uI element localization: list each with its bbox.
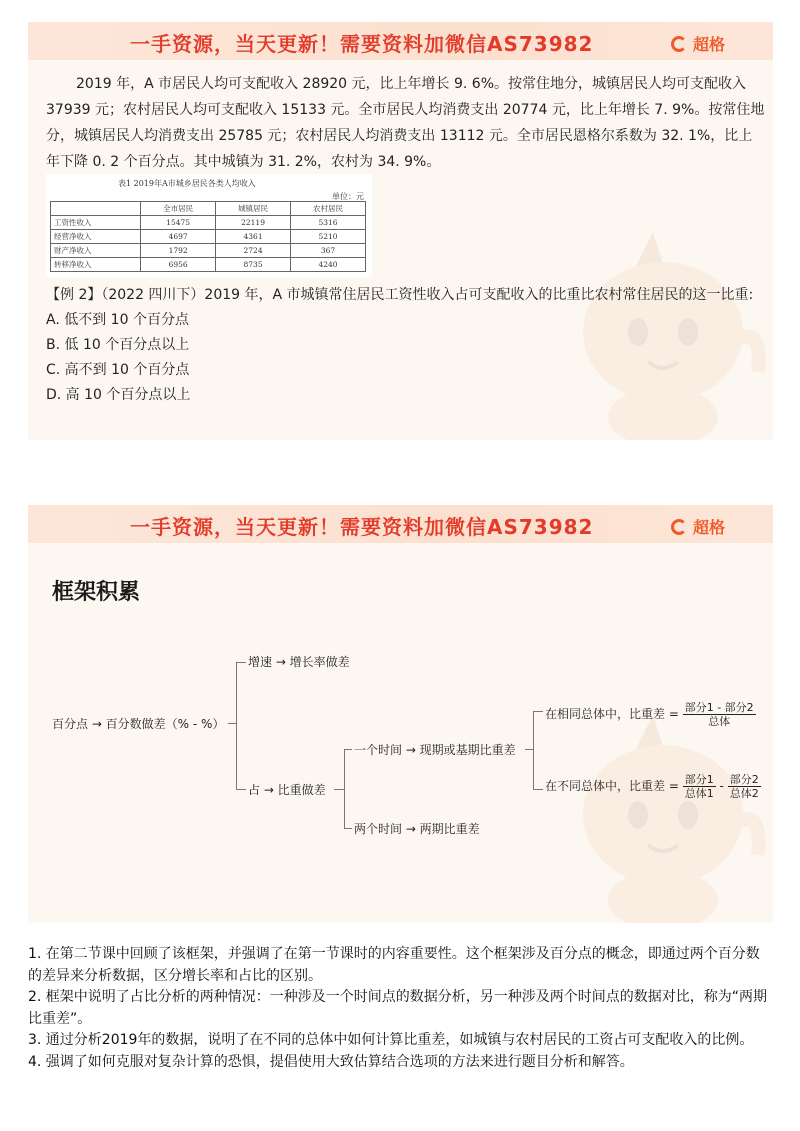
- problem-paragraph: 2019 年，A 市居民人均可支配收入 28920 元，比上年增长 9. 6%。按常住地分，城镇居民人均可支配收入 37939 元；农村居民人均可支配收入 15133 元。全市居民人均消费支出 20774 元，比上年增长 7. 9%。按常住地分，城镇居民人均消费支出 25785 元；农村居民人均消费支出 13112 元。全市居民恩格尔系数为 32. 1%，比上年下降 0. 2 个百分点。其中城镇为 31. 2%，农村为 34. 9%。: [46, 76, 765, 170]
- slide-framework: [28, 505, 773, 923]
- table-unit: 单位：元: [332, 192, 364, 201]
- connector-line: [533, 711, 543, 712]
- growth-branch-node: 增速 → 增长率做差: [248, 655, 350, 669]
- banner: [28, 22, 773, 60]
- connector-line: [236, 662, 237, 789]
- fraction-numerator: 部分1: [684, 773, 714, 786]
- fraction-numerator: 部分1 - 部分2: [684, 701, 754, 714]
- income-table: [50, 201, 366, 272]
- connector-line: [334, 789, 344, 790]
- table-cell: 财产净收入: [51, 244, 141, 258]
- note-item: 2. 框架中说明了占比分析的两种情况：一种涉及一个时间点的数据分析，另一种涉及两个时间点的数据对比，称为“两期比重差”。: [28, 989, 768, 1027]
- connector-line: [344, 749, 345, 828]
- option-b: B. 低 10 个百分点以上: [46, 337, 190, 353]
- table-header: [51, 202, 141, 216]
- share-branch-node: 占 → 比重做差: [248, 783, 326, 797]
- option-c: C. 高不到 10 个百分点: [46, 362, 190, 378]
- table-cell: 经营净收入: [51, 230, 141, 244]
- table-cell: 4697: [141, 230, 216, 244]
- fraction-denominator: 总体2: [729, 787, 759, 800]
- diff-total-fraction-1: [683, 773, 716, 800]
- logo-text: 超格: [692, 35, 725, 54]
- banner-text: 一手资源，当天更新！需要资料加微信AS73982: [130, 32, 594, 56]
- table-row: [51, 244, 366, 258]
- fraction-denominator: 总体1: [684, 787, 714, 800]
- framework-title: 框架积累: [52, 580, 141, 605]
- note-item: 1. 在第二节课中回顾了该框架，并强调了在第一节课时的内容重要性。这个框架涉及百分点的概念，即通过两个百分数的差异来分析数据，区分增长率和占比的区别。: [28, 946, 760, 984]
- connector-line: [236, 789, 246, 790]
- note-item: 4. 强调了如何克服对复杂计算的恐惧，提倡使用大致估算结合选项的方法来进行题目分析和解答。: [28, 1053, 634, 1070]
- option-a: A. 低不到 10 个百分点: [46, 312, 189, 328]
- connector-line: [228, 723, 236, 724]
- table-cell: 转移净收入: [51, 258, 141, 272]
- connector-line: [533, 711, 534, 789]
- table-cell: 15475: [141, 216, 216, 230]
- root-node: 百分点 → 百分数做差（% - %）: [52, 717, 225, 731]
- one-time-node: 一个时间 → 现期或基期比重差: [354, 743, 516, 757]
- diff-total-label: 在不同总体中，比重差 =: [545, 779, 679, 793]
- same-total-label: 在相同总体中，比重差 =: [545, 707, 679, 721]
- brand-logo: [671, 515, 725, 538]
- table-cell: 22119: [216, 216, 291, 230]
- option-d: D. 高 10 个百分点以上: [46, 387, 191, 403]
- table-cell: 6956: [141, 258, 216, 272]
- table-header: 农村居民: [291, 202, 366, 216]
- minus-sign: -: [719, 779, 724, 793]
- connector-line: [533, 789, 543, 790]
- summary-notes: [28, 944, 773, 1073]
- same-total-node: [545, 701, 756, 728]
- connector-line: [236, 662, 246, 663]
- connector-line: [344, 828, 352, 829]
- table-cell: 5210: [291, 230, 366, 244]
- table-cell: 367: [291, 244, 366, 258]
- table-cell: 4361: [216, 230, 291, 244]
- table-cell: 2724: [216, 244, 291, 258]
- brand-logo: [671, 32, 725, 55]
- table-cell: 8735: [216, 258, 291, 272]
- table-row: [51, 216, 366, 230]
- two-time-node: 两个时间 → 两期比重差: [354, 822, 480, 836]
- logo-text: 超格: [692, 518, 725, 537]
- question-block: [46, 283, 753, 408]
- same-total-fraction: [683, 701, 756, 728]
- table-cell: 工资性收入: [51, 216, 141, 230]
- mascot-watermark-icon: [558, 705, 768, 923]
- banner: [28, 505, 773, 543]
- banner-text: 一手资源，当天更新！需要资料加微信AS73982: [130, 515, 594, 539]
- table-header: 城镇居民: [216, 202, 291, 216]
- diff-total-node: [545, 773, 761, 800]
- g-logo-icon: [671, 36, 687, 52]
- table-cell: 4240: [291, 258, 366, 272]
- connector-line: [344, 749, 352, 750]
- table-row: [51, 230, 366, 244]
- table-cell: 5316: [291, 216, 366, 230]
- question-stem: 【例 2】（2022 四川下）2019 年，A 市城镇常住居民工资性收入占可支配收入的比重比农村常住居民的这一比重:: [46, 287, 754, 303]
- table-header: 全市居民: [141, 202, 216, 216]
- table-row: [51, 258, 366, 272]
- income-table-image: [46, 174, 372, 277]
- connector-line: [525, 749, 533, 750]
- slide-example: [28, 22, 773, 440]
- table-cell: 1792: [141, 244, 216, 258]
- diff-total-fraction-2: [728, 773, 761, 800]
- fraction-numerator: 部分2: [729, 773, 759, 786]
- g-logo-icon: [671, 519, 687, 535]
- table-caption: 表1 2019年A市城乡居民各类人均收入: [118, 179, 256, 188]
- fraction-denominator: 总体: [708, 715, 731, 728]
- note-item: 3. 通过分析2019年的数据，说明了在不同的总体中如何计算比重差，如城镇与农村居民的工资占可支配收入的比例。: [28, 1032, 754, 1048]
